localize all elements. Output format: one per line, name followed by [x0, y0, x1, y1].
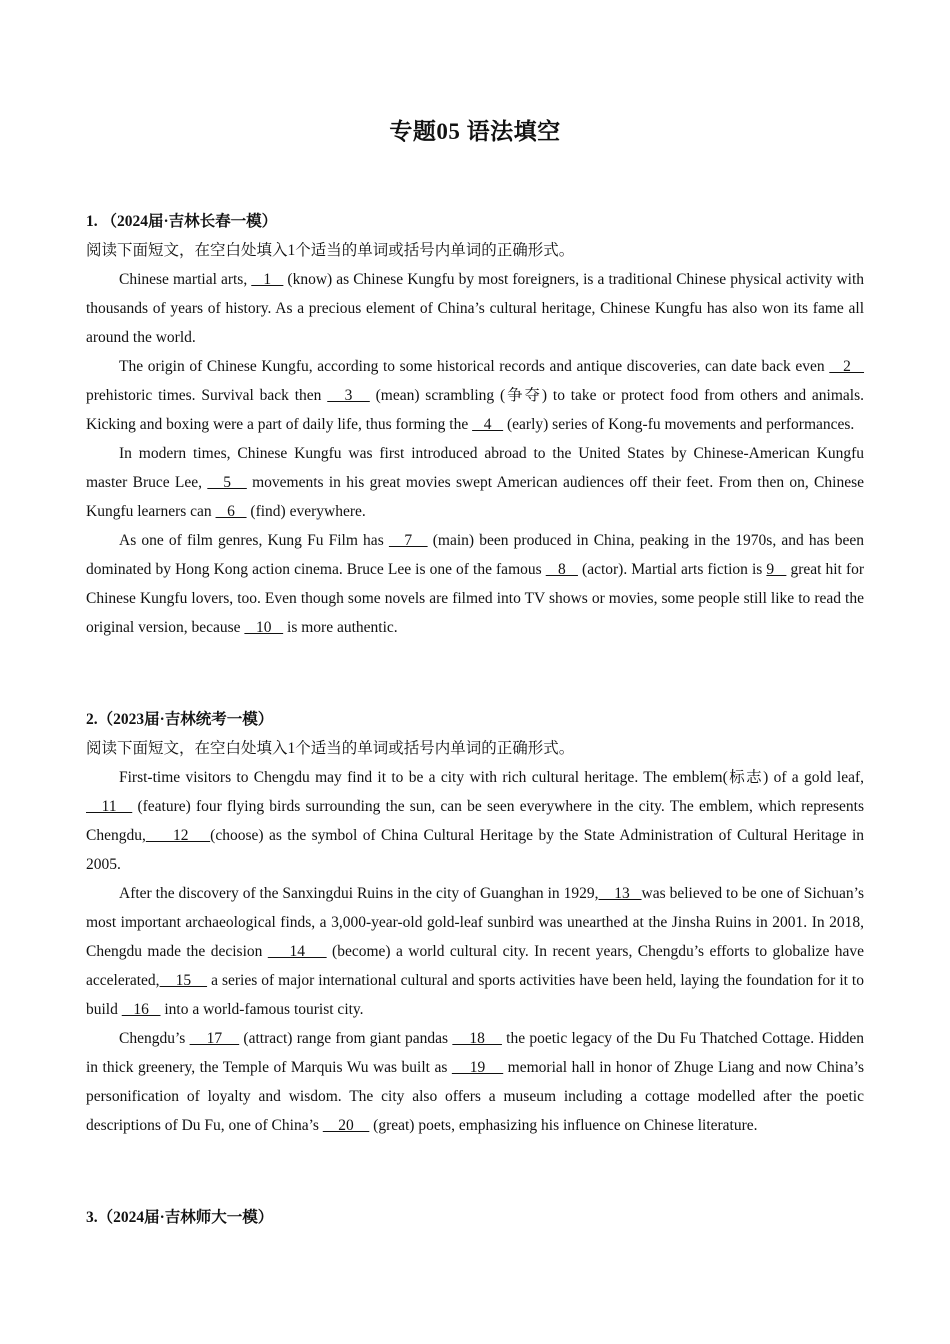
paragraph	[86, 1024, 864, 1140]
text-run: the poetic legacy of the Du Fu Thatched Cottage. Hidden in thick greenery, the Temple of Marquis Wu was built as	[86, 1030, 865, 1076]
text-run: As one of film genres, Kung Fu Film has	[119, 532, 389, 549]
question-instruction: 阅读下面短文，在空白处填入1个适当的单词或括号内单词的正确形式。	[86, 740, 575, 757]
text-run: prehistoric times. Survival back then	[86, 387, 328, 404]
text-run: In modern times, Chinese Kungfu was first introduced abroad to the United States by Chinese-American Kungfu master Bruce Lee,	[86, 445, 864, 491]
question-3	[86, 1203, 864, 1232]
text-run: into a world-famous tourist city.	[160, 1001, 364, 1018]
question-2	[86, 705, 864, 1140]
text-run: (find) everywhere.	[246, 503, 366, 520]
answer-blank: 20	[322, 1117, 370, 1134]
answer-blank: 4	[472, 416, 504, 433]
answer-blank: 19	[451, 1059, 504, 1076]
text-run: Chengdu’s	[119, 1030, 190, 1047]
text-run: (attract) range from giant pandas	[239, 1030, 453, 1047]
text-run: memorial hall in honor of Zhuge Liang and now China’s personification of loyalty and wisdom. The city also offers a museum including a cottage modelled after the poetic descriptions of Du Fu, one of China’s	[86, 1059, 864, 1134]
answer-blank: 3	[327, 387, 370, 404]
text-run: (choose) as the symbol of China Cultural Heritage by the State Administration of Cultural Heritage in 2005.	[86, 827, 864, 873]
paragraph	[86, 265, 864, 352]
answer-blank: 18	[452, 1030, 502, 1047]
passage	[86, 763, 864, 1140]
text-run: First-time visitors to Chengdu may find it to be a city with rich cultural heritage. The emblem(标志) of a gold leaf,	[119, 769, 864, 786]
question-heading: 3.（2024届·吉林师大一模）	[86, 1209, 274, 1226]
text-run: (early) series of Kong-fu movements and performances.	[503, 416, 855, 433]
answer-blank: 2	[829, 358, 865, 375]
question-instruction: 阅读下面短文，在空白处填入1个适当的单词或括号内单词的正确形式。	[86, 242, 575, 259]
answer-blank: 12	[145, 827, 211, 844]
question-heading: 1. （2024届·吉林长春一模）	[86, 213, 278, 230]
answer-blank: 17	[189, 1030, 240, 1047]
text-run: (become) a world cultural city. In recent years, Chengdu’s efforts to globalize have accelerated,	[86, 943, 865, 989]
answer-blank: 8	[545, 561, 578, 578]
text-run: a series of major international cultural and sports activities have been held, laying the foundation for it to build	[86, 972, 864, 1018]
answer-blank: 5	[207, 474, 247, 491]
answer-blank: 14	[267, 943, 327, 960]
text-run: great hit for Chinese Kungfu lovers, too. Even though some novels are filmed into TV shows or movies, some people still like to read the original version, because	[86, 561, 865, 636]
answer-blank: 16	[121, 1001, 161, 1018]
text-run: After the discovery of the Sanxingdui Ruins in the city of Guanghan in 1929,	[119, 885, 599, 902]
answer-blank: 10	[244, 619, 284, 636]
text-run: (feature) four flying birds surrounding the sun, can be seen everywhere in the city. The emblem, which represents Chengdu,	[86, 798, 864, 844]
answer-blank: 9	[766, 561, 787, 578]
text-run: (actor). Martial arts fiction is	[577, 561, 767, 578]
passage	[86, 265, 864, 642]
text-run: (know) as Chinese Kungfu by most foreigners, is a traditional Chinese physical activity with thousands of years of history. As a precious element of China’s cultural heritage, Chinese Kungfu has also won its fame all around the world.	[86, 271, 865, 346]
answer-blank: 1	[251, 271, 284, 288]
answer-blank: 11	[86, 798, 133, 815]
text-run: (main) been produced in China, peaking in the 1970s, and has been dominated by Hong Kong action cinema. Bruce Lee is one of the famous	[86, 532, 865, 578]
answer-blank: 7	[388, 532, 428, 549]
paragraph	[86, 352, 864, 439]
answer-blank: 6	[215, 503, 247, 520]
page-title: 专题05 语法填空	[389, 119, 561, 144]
text-run: was believed to be one of Sichuan’s most important archaeological finds, a 3,000-year-old gold-leaf sunbird was unearthed at the Jinsha Ruins in 2001. In 2018, Chengdu made the decision	[86, 885, 865, 960]
question-heading: 2.（2023届·吉林统考一模）	[86, 711, 274, 728]
paragraph	[86, 763, 864, 879]
text-run: (mean) scrambling (争夺) to take or protect food from others and animals. Kicking and boxing were a part of daily life, thus forming the	[86, 387, 865, 433]
paragraph	[86, 879, 864, 1024]
paragraph	[86, 526, 864, 642]
answer-blank: 13	[598, 885, 642, 902]
question-1	[86, 207, 864, 642]
text-run: movements in his great movies swept American audiences off their feet. From then on, Chinese Kungfu learners can	[86, 474, 864, 520]
text-run: The origin of Chinese Kungfu, according to some historical records and antique discoveries, can date back even	[119, 358, 830, 375]
answer-blank: 15	[159, 972, 208, 989]
paragraph	[86, 439, 864, 526]
text-run: (great) poets, emphasizing his influence on Chinese literature.	[369, 1117, 758, 1134]
text-run: is more authentic.	[283, 619, 398, 636]
text-run: Chinese martial arts,	[119, 271, 252, 288]
